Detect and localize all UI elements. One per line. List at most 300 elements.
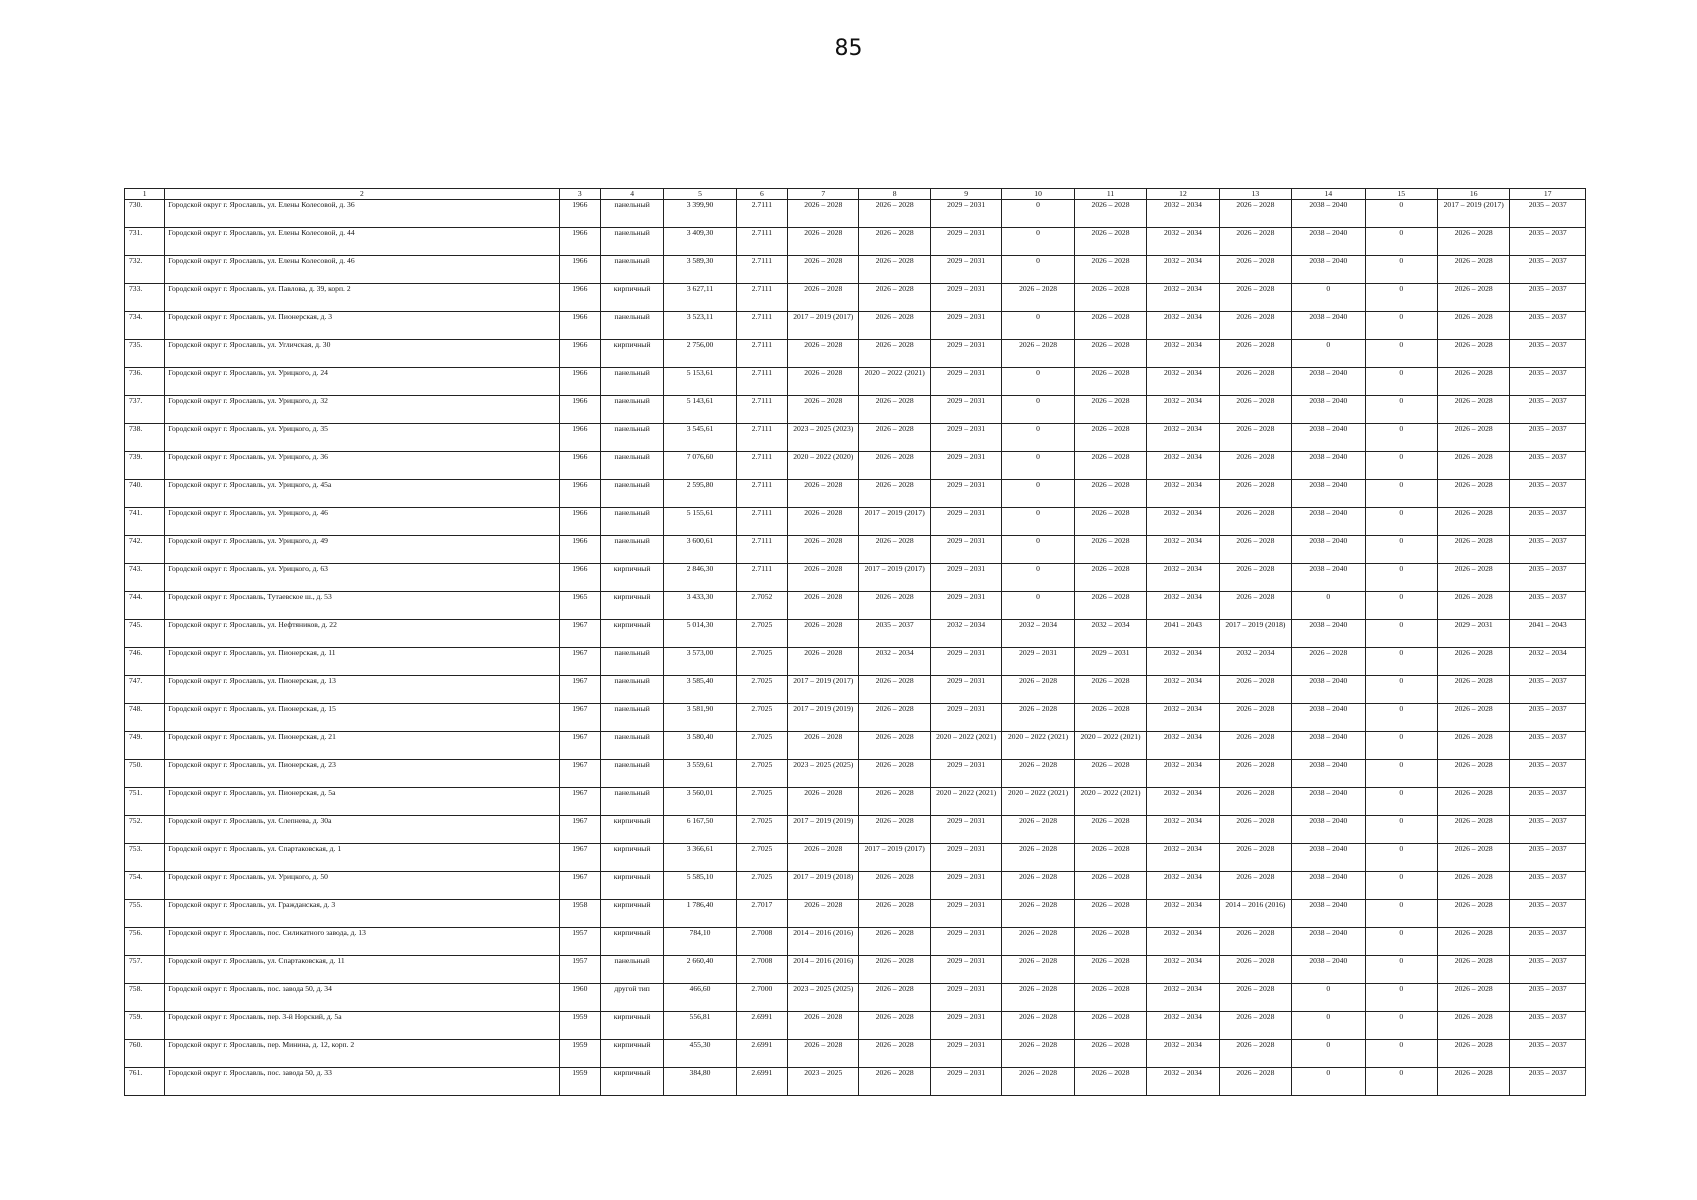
table-cell: панельный: [600, 256, 663, 284]
table-cell: 2026 – 2028: [859, 1068, 930, 1096]
table-cell: 2026 – 2028: [1219, 340, 1291, 368]
table-cell: панельный: [600, 368, 663, 396]
table-cell: 2035 – 2037: [1510, 452, 1586, 480]
table-cell: 2026 – 2028: [788, 508, 859, 536]
table-cell: 2026 – 2028: [1437, 564, 1509, 592]
table-cell: 5 153,61: [664, 368, 736, 396]
row-number-cell: 730.: [125, 200, 165, 228]
table-cell: 2026 – 2028: [1074, 256, 1146, 284]
table-cell: 2038 – 2040: [1292, 256, 1365, 284]
table-cell: 1959: [559, 1068, 600, 1096]
table-cell: 2035 – 2037: [1510, 536, 1586, 564]
table-cell: 2026 – 2028: [859, 956, 930, 984]
table-cell: 2032 – 2034: [930, 620, 1001, 648]
table-row: [125, 844, 1586, 872]
address-cell: Городской округ г. Ярославль, ул. Елены Колесовой, д. 46: [165, 256, 559, 284]
table-cell: 2026 – 2028: [1219, 676, 1291, 704]
table-cell: 2017 – 2019 (2019): [788, 704, 859, 732]
table-cell: 2032 – 2034: [1147, 396, 1219, 424]
table-cell: 2038 – 2040: [1292, 788, 1365, 816]
table-cell: 2.7111: [736, 256, 787, 284]
table-cell: 2026 – 2028: [1002, 844, 1074, 872]
table-cell: 2.7111: [736, 284, 787, 312]
table-cell: 3 581,90: [664, 704, 736, 732]
table-cell: 2.7111: [736, 564, 787, 592]
table-row: [125, 872, 1586, 900]
table-cell: 1966: [559, 256, 600, 284]
table-row: [125, 536, 1586, 564]
table-cell: 2.7111: [736, 536, 787, 564]
table-cell: 2032 – 2034: [1510, 648, 1586, 676]
column-header: 2: [165, 189, 559, 200]
table-cell: 2029 – 2031: [930, 928, 1001, 956]
row-number-cell: 761.: [125, 1068, 165, 1096]
address-cell: Городской округ г. Ярославль, ул. Пионерская, д. 13: [165, 676, 559, 704]
table-cell: 2026 – 2028: [1074, 508, 1146, 536]
table-cell: 2020 – 2022 (2021): [1002, 788, 1074, 816]
table-cell: 2026 – 2028: [1219, 452, 1291, 480]
table-cell: 0: [1365, 928, 1437, 956]
table-cell: 2035 – 2037: [1510, 760, 1586, 788]
column-header: 15: [1365, 189, 1437, 200]
address-cell: Городской округ г. Ярославль, ул. Спартаковская, д. 11: [165, 956, 559, 984]
table-cell: 2026 – 2028: [859, 284, 930, 312]
table-cell: 2032 – 2034: [1147, 788, 1219, 816]
table-cell: 2035 – 2037: [1510, 928, 1586, 956]
table-cell: 2029 – 2031: [930, 844, 1001, 872]
table-cell: 1 786,40: [664, 900, 736, 928]
table-cell: 2026 – 2028: [1002, 676, 1074, 704]
table-cell: 6 167,50: [664, 816, 736, 844]
table-cell: 2032 – 2034: [1147, 256, 1219, 284]
table-cell: 2032 – 2034: [1147, 340, 1219, 368]
address-cell: Городской округ г. Ярославль, пос. Силикатного завода, д. 13: [165, 928, 559, 956]
table-cell: 2032 – 2034: [1147, 564, 1219, 592]
table-cell: 2026 – 2028: [1074, 872, 1146, 900]
table-cell: 2038 – 2040: [1292, 872, 1365, 900]
table-cell: 2029 – 2031: [930, 592, 1001, 620]
table-cell: 2026 – 2028: [1074, 956, 1146, 984]
table-cell: 2026 – 2028: [788, 788, 859, 816]
table-cell: 0: [1002, 256, 1074, 284]
address-cell: Городской округ г. Ярославль, ул. Елены Колесовой, д. 44: [165, 228, 559, 256]
column-header: 10: [1002, 189, 1074, 200]
table-cell: 2026 – 2028: [1437, 396, 1509, 424]
table-cell: 2020 – 2022 (2021): [930, 732, 1001, 760]
row-number-cell: 748.: [125, 704, 165, 732]
row-number-cell: 753.: [125, 844, 165, 872]
table-cell: панельный: [600, 676, 663, 704]
table-cell: 2026 – 2028: [1219, 284, 1291, 312]
table-cell: 1957: [559, 956, 600, 984]
table-cell: 2032 – 2034: [1147, 228, 1219, 256]
table-cell: 2.7052: [736, 592, 787, 620]
table-cell: 2026 – 2028: [859, 452, 930, 480]
table-cell: 2035 – 2037: [1510, 900, 1586, 928]
table-cell: 2026 – 2028: [1074, 900, 1146, 928]
table-cell: 2026 – 2028: [1437, 732, 1509, 760]
table-cell: 2035 – 2037: [1510, 256, 1586, 284]
table-cell: 2026 – 2028: [1437, 508, 1509, 536]
table-cell: 0: [1365, 1012, 1437, 1040]
table-cell: 2026 – 2028: [1074, 396, 1146, 424]
table-cell: 2032 – 2034: [1147, 592, 1219, 620]
table-cell: 2026 – 2028: [1219, 424, 1291, 452]
table-cell: 2026 – 2028: [1002, 284, 1074, 312]
table-cell: 0: [1292, 284, 1365, 312]
table-cell: 2026 – 2028: [1219, 256, 1291, 284]
row-number-cell: 754.: [125, 872, 165, 900]
table-cell: 2026 – 2028: [859, 536, 930, 564]
table-cell: 2026 – 2028: [1219, 228, 1291, 256]
table-cell: 0: [1365, 1068, 1437, 1096]
address-cell: Городской округ г. Ярославль, ул. Пионерская, д. 23: [165, 760, 559, 788]
table-cell: 2041 – 2043: [1510, 620, 1586, 648]
table-cell: 2026 – 2028: [1074, 200, 1146, 228]
row-number-cell: 750.: [125, 760, 165, 788]
table-cell: 2032 – 2034: [1147, 872, 1219, 900]
table-cell: 0: [1002, 312, 1074, 340]
table-cell: 2026 – 2028: [1437, 312, 1509, 340]
table-cell: 2029 – 2031: [930, 228, 1001, 256]
table-cell: 2026 – 2028: [1437, 788, 1509, 816]
table-cell: 2035 – 2037: [1510, 844, 1586, 872]
table-cell: 2 660,40: [664, 956, 736, 984]
table-row: [125, 760, 1586, 788]
table-cell: 2029 – 2031: [1002, 648, 1074, 676]
table-cell: 2026 – 2028: [1437, 1068, 1509, 1096]
table-cell: 0: [1365, 424, 1437, 452]
table-cell: 0: [1365, 312, 1437, 340]
table-cell: 2026 – 2028: [1219, 984, 1291, 1012]
table-cell: 2035 – 2037: [1510, 732, 1586, 760]
table-cell: 0: [1365, 900, 1437, 928]
table-cell: 2026 – 2028: [1219, 928, 1291, 956]
table-cell: 1967: [559, 620, 600, 648]
table-cell: 0: [1002, 536, 1074, 564]
table-cell: 2.6991: [736, 1068, 787, 1096]
table-cell: 2026 – 2028: [1219, 312, 1291, 340]
table-cell: 2026 – 2028: [859, 340, 930, 368]
column-header: 8: [859, 189, 930, 200]
table-cell: 1967: [559, 816, 600, 844]
table-cell: 0: [1365, 648, 1437, 676]
table-cell: 2026 – 2028: [1074, 592, 1146, 620]
table-cell: 2017 – 2019 (2017): [1437, 200, 1509, 228]
column-header: 3: [559, 189, 600, 200]
table-cell: 2029 – 2031: [930, 1012, 1001, 1040]
table-cell: 1966: [559, 312, 600, 340]
table-cell: 2026 – 2028: [1219, 844, 1291, 872]
table-cell: 3 600,61: [664, 536, 736, 564]
address-cell: Городской округ г. Ярославль, ул. Слепнева, д. 30а: [165, 816, 559, 844]
row-number-cell: 741.: [125, 508, 165, 536]
row-number-cell: 733.: [125, 284, 165, 312]
table-cell: 2026 – 2028: [1002, 1068, 1074, 1096]
table-cell: 2026 – 2028: [1074, 228, 1146, 256]
table-cell: 2026 – 2028: [859, 592, 930, 620]
table-cell: панельный: [600, 228, 663, 256]
table-cell: 2026 – 2028: [1437, 424, 1509, 452]
table-cell: 2026 – 2028: [1074, 1040, 1146, 1068]
table-cell: 2.7025: [736, 760, 787, 788]
table-cell: панельный: [600, 760, 663, 788]
table-cell: 2035 – 2037: [1510, 788, 1586, 816]
table-cell: 2032 – 2034: [1147, 1012, 1219, 1040]
table-cell: 2026 – 2028: [1002, 1012, 1074, 1040]
table-cell: 2026 – 2028: [1074, 676, 1146, 704]
table-cell: 0: [1365, 732, 1437, 760]
table-cell: 2026 – 2028: [1437, 284, 1509, 312]
table-cell: 0: [1365, 228, 1437, 256]
table-cell: 2026 – 2028: [1219, 704, 1291, 732]
table-cell: 2026 – 2028: [1074, 704, 1146, 732]
table-cell: 0: [1365, 340, 1437, 368]
table-cell: 2029 – 2031: [930, 424, 1001, 452]
table-cell: кирпичный: [600, 900, 663, 928]
table-row: [125, 788, 1586, 816]
table-cell: 2.7111: [736, 228, 787, 256]
table-row: [125, 284, 1586, 312]
table-cell: 3 559,61: [664, 760, 736, 788]
row-number-cell: 736.: [125, 368, 165, 396]
table-header-row: [125, 189, 1586, 200]
row-number-cell: 746.: [125, 648, 165, 676]
address-cell: Городской округ г. Ярославль, ул. Елены Колесовой, д. 36: [165, 200, 559, 228]
table-cell: 2035 – 2037: [1510, 956, 1586, 984]
table-cell: 2032 – 2034: [1002, 620, 1074, 648]
table-cell: 2026 – 2028: [1074, 452, 1146, 480]
table-cell: 2026 – 2028: [1219, 816, 1291, 844]
table-cell: 2035 – 2037: [1510, 704, 1586, 732]
table-cell: 2032 – 2034: [1147, 536, 1219, 564]
table-body: [125, 200, 1586, 1096]
table-cell: 2.7111: [736, 312, 787, 340]
table-cell: 2029 – 2031: [930, 452, 1001, 480]
table-cell: 2032 – 2034: [1147, 928, 1219, 956]
table-cell: 2038 – 2040: [1292, 760, 1365, 788]
table-cell: кирпичный: [600, 1068, 663, 1096]
table-cell: кирпичный: [600, 620, 663, 648]
table-cell: 1957: [559, 928, 600, 956]
table-cell: 2035 – 2037: [1510, 872, 1586, 900]
table-cell: 2026 – 2028: [788, 536, 859, 564]
table-cell: 2020 – 2022 (2021): [1002, 732, 1074, 760]
table-cell: 0: [1365, 396, 1437, 424]
table-cell: 2026 – 2028: [1074, 928, 1146, 956]
table-cell: 3 580,40: [664, 732, 736, 760]
table-cell: 0: [1365, 984, 1437, 1012]
table-cell: 1960: [559, 984, 600, 1012]
address-cell: Городской округ г. Ярославль, ул. Урицкого, д. 32: [165, 396, 559, 424]
table-cell: 2032 – 2034: [1147, 424, 1219, 452]
table-cell: 2035 – 2037: [1510, 340, 1586, 368]
table-cell: 2026 – 2028: [1437, 256, 1509, 284]
table-cell: 2026 – 2028: [788, 620, 859, 648]
table-cell: 2026 – 2028: [859, 424, 930, 452]
table-cell: 2.7025: [736, 872, 787, 900]
table-cell: 2026 – 2028: [1074, 1068, 1146, 1096]
table-cell: панельный: [600, 424, 663, 452]
address-cell: Городской округ г. Ярославль, ул. Урицкого, д. 35: [165, 424, 559, 452]
table-row: [125, 228, 1586, 256]
table-cell: 2023 – 2025 (2025): [788, 984, 859, 1012]
table-cell: 2020 – 2022 (2021): [1074, 732, 1146, 760]
table-cell: 2026 – 2028: [1219, 1012, 1291, 1040]
table-cell: 784,10: [664, 928, 736, 956]
table-cell: 3 585,40: [664, 676, 736, 704]
address-cell: Городской округ г. Ярославль, ул. Нефтяников, д. 22: [165, 620, 559, 648]
table-cell: 2026 – 2028: [1219, 760, 1291, 788]
table-cell: 2029 – 2031: [930, 368, 1001, 396]
table-cell: 2029 – 2031: [930, 396, 1001, 424]
table-cell: 0: [1365, 620, 1437, 648]
address-cell: Городской округ г. Ярославль, ул. Урицкого, д. 46: [165, 508, 559, 536]
address-cell: Городской округ г. Ярославль, ул. Урицкого, д. 24: [165, 368, 559, 396]
table-cell: 2026 – 2028: [1219, 732, 1291, 760]
table-cell: 2038 – 2040: [1292, 816, 1365, 844]
row-number-cell: 755.: [125, 900, 165, 928]
table-cell: панельный: [600, 536, 663, 564]
table-cell: 2.7111: [736, 368, 787, 396]
table-cell: 2026 – 2028: [788, 200, 859, 228]
table-row: [125, 1012, 1586, 1040]
table-cell: 2026 – 2028: [859, 396, 930, 424]
table-cell: 2026 – 2028: [788, 396, 859, 424]
table-cell: 0: [1002, 368, 1074, 396]
table-cell: 455,30: [664, 1040, 736, 1068]
table-cell: 2026 – 2028: [1437, 760, 1509, 788]
table-cell: 2026 – 2028: [788, 256, 859, 284]
table-cell: 2032 – 2034: [1147, 844, 1219, 872]
table-cell: 0: [1292, 984, 1365, 1012]
table-cell: 2026 – 2028: [1219, 1068, 1291, 1096]
table-cell: 2029 – 2031: [930, 648, 1001, 676]
table-cell: 2.7111: [736, 340, 787, 368]
table-cell: 2035 – 2037: [1510, 1068, 1586, 1096]
table-cell: кирпичный: [600, 928, 663, 956]
table-cell: 2026 – 2028: [1074, 284, 1146, 312]
table-cell: 2.7025: [736, 844, 787, 872]
table-cell: панельный: [600, 508, 663, 536]
table-cell: 2032 – 2034: [1147, 1040, 1219, 1068]
table-cell: 2023 – 2025 (2025): [788, 760, 859, 788]
table-cell: 0: [1002, 200, 1074, 228]
table-cell: 1967: [559, 872, 600, 900]
table-cell: 2026 – 2028: [788, 228, 859, 256]
table-cell: 1967: [559, 676, 600, 704]
table-cell: 2026 – 2028: [1437, 648, 1509, 676]
table-cell: 2026 – 2028: [859, 1040, 930, 1068]
row-number-cell: 759.: [125, 1012, 165, 1040]
address-cell: Городской округ г. Ярославль, ул. Урицкого, д. 49: [165, 536, 559, 564]
table-cell: 2026 – 2028: [1074, 424, 1146, 452]
table-cell: 2026 – 2028: [788, 732, 859, 760]
table-cell: 2.7025: [736, 620, 787, 648]
table-cell: 2026 – 2028: [1219, 956, 1291, 984]
table-cell: 2026 – 2028: [1074, 760, 1146, 788]
table-cell: 2026 – 2028: [1074, 368, 1146, 396]
table-cell: 2038 – 2040: [1292, 732, 1365, 760]
table-cell: 2.7111: [736, 452, 787, 480]
table-cell: 2038 – 2040: [1292, 312, 1365, 340]
table-cell: 0: [1365, 760, 1437, 788]
table-cell: 2.7008: [736, 928, 787, 956]
table-cell: 2026 – 2028: [788, 368, 859, 396]
table-cell: 2035 – 2037: [859, 620, 930, 648]
table-cell: 0: [1002, 424, 1074, 452]
column-header: 17: [1510, 189, 1586, 200]
table-cell: 2023 – 2025 (2023): [788, 424, 859, 452]
table-cell: 2026 – 2028: [859, 312, 930, 340]
table-cell: 2035 – 2037: [1510, 480, 1586, 508]
table-cell: 2.7111: [736, 200, 787, 228]
table-cell: 2026 – 2028: [1219, 368, 1291, 396]
table-cell: 2026 – 2028: [1002, 760, 1074, 788]
table-cell: 2017 – 2019 (2017): [859, 844, 930, 872]
table-cell: панельный: [600, 788, 663, 816]
table-cell: 2.7025: [736, 732, 787, 760]
table-cell: 5 585,10: [664, 872, 736, 900]
table-cell: 2026 – 2028: [1219, 396, 1291, 424]
table-cell: 2.7025: [736, 676, 787, 704]
table-cell: 2026 – 2028: [859, 704, 930, 732]
table-cell: 1966: [559, 452, 600, 480]
table-cell: 2026 – 2028: [1437, 592, 1509, 620]
table-cell: 2026 – 2028: [859, 480, 930, 508]
table-cell: 2.7111: [736, 424, 787, 452]
table-cell: панельный: [600, 480, 663, 508]
row-number-cell: 751.: [125, 788, 165, 816]
address-cell: Городской округ г. Ярославль, ул. Пионерская, д. 21: [165, 732, 559, 760]
table-cell: 0: [1365, 200, 1437, 228]
table-cell: 0: [1365, 368, 1437, 396]
table-cell: 2026 – 2028: [1002, 872, 1074, 900]
table-cell: 2020 – 2022 (2020): [788, 452, 859, 480]
table-cell: 2029 – 2031: [930, 200, 1001, 228]
table-cell: 1966: [559, 396, 600, 424]
table-cell: 2.7000: [736, 984, 787, 1012]
table-cell: 0: [1365, 452, 1437, 480]
table-cell: 0: [1292, 592, 1365, 620]
table-cell: 0: [1365, 592, 1437, 620]
schedule-table: [124, 188, 1586, 1096]
table-cell: 2026 – 2028: [1437, 1040, 1509, 1068]
table-cell: 2032 – 2034: [1147, 984, 1219, 1012]
address-cell: Городской округ г. Ярославль, пер. Минина, д. 12, корп. 2: [165, 1040, 559, 1068]
table-cell: 0: [1365, 788, 1437, 816]
table-cell: 2035 – 2037: [1510, 592, 1586, 620]
table-cell: 2029 – 2031: [930, 1040, 1001, 1068]
table-cell: 2029 – 2031: [930, 984, 1001, 1012]
table-cell: 2029 – 2031: [930, 900, 1001, 928]
table-cell: 2026 – 2028: [859, 676, 930, 704]
table-cell: 2029 – 2031: [1437, 620, 1509, 648]
table-cell: 2026 – 2028: [1002, 928, 1074, 956]
table-cell: 2029 – 2031: [930, 676, 1001, 704]
table-cell: 2026 – 2028: [1219, 508, 1291, 536]
table-cell: 2026 – 2028: [859, 872, 930, 900]
table-cell: 2026 – 2028: [1437, 480, 1509, 508]
address-cell: Городской округ г. Ярославль, ул. Павлова, д. 39, корп. 2: [165, 284, 559, 312]
table-cell: 2026 – 2028: [859, 256, 930, 284]
table-cell: 2032 – 2034: [1147, 284, 1219, 312]
table-cell: 2.6991: [736, 1012, 787, 1040]
table-cell: 2026 – 2028: [1002, 956, 1074, 984]
table-cell: 2 595,80: [664, 480, 736, 508]
table-cell: 2017 – 2019 (2019): [788, 816, 859, 844]
row-number-cell: 738.: [125, 424, 165, 452]
